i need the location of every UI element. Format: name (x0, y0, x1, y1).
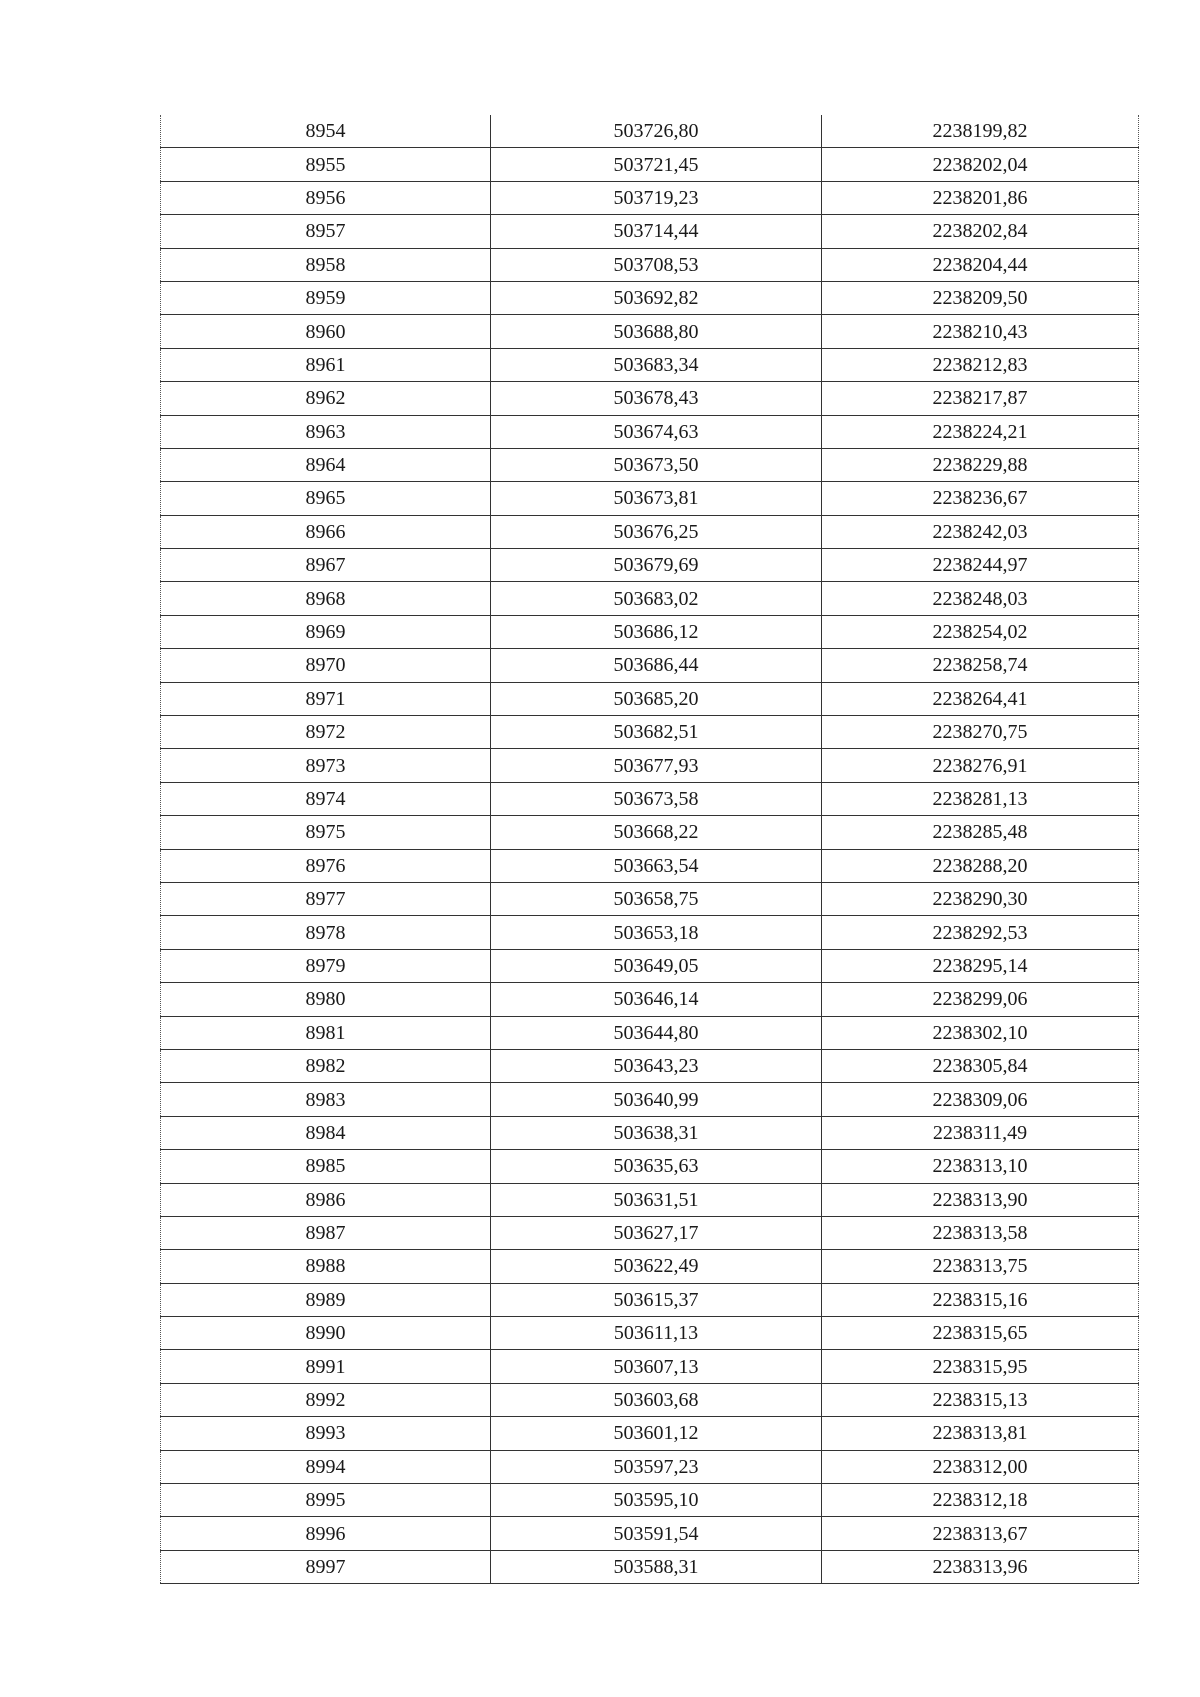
point-number-cell: 8988 (161, 1250, 491, 1283)
table-row (161, 1216, 1139, 1249)
point-number-cell: 8993 (161, 1417, 491, 1450)
y-coordinate-cell: 2238202,04 (822, 148, 1139, 181)
y-coordinate-cell: 2238210,43 (822, 315, 1139, 348)
point-number-cell: 8956 (161, 181, 491, 214)
point-number-cell: 8977 (161, 882, 491, 915)
y-coordinate-cell: 2238202,84 (822, 215, 1139, 248)
point-number-cell: 8957 (161, 215, 491, 248)
x-coordinate-cell: 503679,69 (491, 549, 822, 582)
y-coordinate-cell: 2238258,74 (822, 649, 1139, 682)
point-number-cell: 8954 (161, 115, 491, 148)
y-coordinate-cell: 2238201,86 (822, 181, 1139, 214)
x-coordinate-cell: 503692,82 (491, 281, 822, 314)
x-coordinate-cell: 503658,75 (491, 882, 822, 915)
y-coordinate-cell: 2238309,06 (822, 1083, 1139, 1116)
y-coordinate-cell: 2238313,96 (822, 1550, 1139, 1583)
x-coordinate-cell: 503638,31 (491, 1116, 822, 1149)
table-row (161, 1350, 1139, 1383)
table-row (161, 816, 1139, 849)
table-row (161, 448, 1139, 481)
table-row (161, 1484, 1139, 1517)
point-number-cell: 8980 (161, 983, 491, 1016)
y-coordinate-cell: 2238285,48 (822, 816, 1139, 849)
x-coordinate-cell: 503683,34 (491, 348, 822, 381)
x-coordinate-cell: 503588,31 (491, 1550, 822, 1583)
table-row (161, 1517, 1139, 1550)
y-coordinate-cell: 2238311,49 (822, 1116, 1139, 1149)
x-coordinate-cell: 503714,44 (491, 215, 822, 248)
table-row (161, 1183, 1139, 1216)
coordinates-table (160, 115, 1139, 1584)
point-number-cell: 8955 (161, 148, 491, 181)
table-row (161, 649, 1139, 682)
point-number-cell: 8965 (161, 482, 491, 515)
x-coordinate-cell: 503627,17 (491, 1216, 822, 1249)
x-coordinate-cell: 503721,45 (491, 148, 822, 181)
point-number-cell: 8972 (161, 716, 491, 749)
point-number-cell: 8960 (161, 315, 491, 348)
x-coordinate-cell: 503677,93 (491, 749, 822, 782)
point-number-cell: 8997 (161, 1550, 491, 1583)
table-row (161, 1083, 1139, 1116)
y-coordinate-cell: 2238305,84 (822, 1049, 1139, 1082)
table-row (161, 1150, 1139, 1183)
point-number-cell: 8962 (161, 382, 491, 415)
point-number-cell: 8958 (161, 248, 491, 281)
table-row (161, 248, 1139, 281)
x-coordinate-cell: 503591,54 (491, 1517, 822, 1550)
table-row (161, 1550, 1139, 1583)
point-number-cell: 8992 (161, 1383, 491, 1416)
x-coordinate-cell: 503688,80 (491, 315, 822, 348)
table-row (161, 949, 1139, 982)
x-coordinate-cell: 503622,49 (491, 1250, 822, 1283)
table-row (161, 615, 1139, 648)
table-row (161, 148, 1139, 181)
point-number-cell: 8985 (161, 1150, 491, 1183)
table-row (161, 115, 1139, 148)
x-coordinate-cell: 503595,10 (491, 1484, 822, 1517)
x-coordinate-cell: 503631,51 (491, 1183, 822, 1216)
y-coordinate-cell: 2238217,87 (822, 382, 1139, 415)
table-row (161, 482, 1139, 515)
x-coordinate-cell: 503683,02 (491, 582, 822, 615)
x-coordinate-cell: 503674,63 (491, 415, 822, 448)
x-coordinate-cell: 503611,13 (491, 1317, 822, 1350)
point-number-cell: 8994 (161, 1450, 491, 1483)
coordinates-table-body (161, 115, 1139, 1584)
table-row (161, 515, 1139, 548)
table-row (161, 782, 1139, 815)
y-coordinate-cell: 2238254,02 (822, 615, 1139, 648)
y-coordinate-cell: 2238315,95 (822, 1350, 1139, 1383)
table-row (161, 582, 1139, 615)
table-row (161, 181, 1139, 214)
table-row (161, 315, 1139, 348)
table-row (161, 348, 1139, 381)
y-coordinate-cell: 2238199,82 (822, 115, 1139, 148)
x-coordinate-cell: 503653,18 (491, 916, 822, 949)
point-number-cell: 8982 (161, 1049, 491, 1082)
x-coordinate-cell: 503615,37 (491, 1283, 822, 1316)
y-coordinate-cell: 2238313,58 (822, 1216, 1139, 1249)
y-coordinate-cell: 2238248,03 (822, 582, 1139, 615)
y-coordinate-cell: 2238242,03 (822, 515, 1139, 548)
point-number-cell: 8984 (161, 1116, 491, 1149)
x-coordinate-cell: 503686,12 (491, 615, 822, 648)
y-coordinate-cell: 2238229,88 (822, 448, 1139, 481)
table-row (161, 1283, 1139, 1316)
y-coordinate-cell: 2238315,16 (822, 1283, 1139, 1316)
point-number-cell: 8969 (161, 615, 491, 648)
point-number-cell: 8987 (161, 1216, 491, 1249)
y-coordinate-cell: 2238312,00 (822, 1450, 1139, 1483)
x-coordinate-cell: 503668,22 (491, 816, 822, 849)
y-coordinate-cell: 2238204,44 (822, 248, 1139, 281)
point-number-cell: 8975 (161, 816, 491, 849)
y-coordinate-cell: 2238209,50 (822, 281, 1139, 314)
y-coordinate-cell: 2238270,75 (822, 716, 1139, 749)
x-coordinate-cell: 503673,50 (491, 448, 822, 481)
point-number-cell: 8989 (161, 1283, 491, 1316)
point-number-cell: 8967 (161, 549, 491, 582)
x-coordinate-cell: 503685,20 (491, 682, 822, 715)
y-coordinate-cell: 2238264,41 (822, 682, 1139, 715)
table-row (161, 916, 1139, 949)
x-coordinate-cell: 503676,25 (491, 515, 822, 548)
y-coordinate-cell: 2238312,18 (822, 1484, 1139, 1517)
point-number-cell: 8959 (161, 281, 491, 314)
table-row (161, 849, 1139, 882)
y-coordinate-cell: 2238315,65 (822, 1317, 1139, 1350)
y-coordinate-cell: 2238313,67 (822, 1517, 1139, 1550)
x-coordinate-cell: 503601,12 (491, 1417, 822, 1450)
point-number-cell: 8970 (161, 649, 491, 682)
y-coordinate-cell: 2238292,53 (822, 916, 1139, 949)
x-coordinate-cell: 503678,43 (491, 382, 822, 415)
y-coordinate-cell: 2238212,83 (822, 348, 1139, 381)
y-coordinate-cell: 2238281,13 (822, 782, 1139, 815)
table-row (161, 1450, 1139, 1483)
point-number-cell: 8971 (161, 682, 491, 715)
table-row (161, 1250, 1139, 1283)
point-number-cell: 8979 (161, 949, 491, 982)
point-number-cell: 8996 (161, 1517, 491, 1550)
x-coordinate-cell: 503646,14 (491, 983, 822, 1016)
point-number-cell: 8976 (161, 849, 491, 882)
point-number-cell: 8963 (161, 415, 491, 448)
x-coordinate-cell: 503643,23 (491, 1049, 822, 1082)
x-coordinate-cell: 503635,63 (491, 1150, 822, 1183)
point-number-cell: 8964 (161, 448, 491, 481)
y-coordinate-cell: 2238313,75 (822, 1250, 1139, 1283)
x-coordinate-cell: 503640,99 (491, 1083, 822, 1116)
table-row (161, 983, 1139, 1016)
point-number-cell: 8981 (161, 1016, 491, 1049)
point-number-cell: 8974 (161, 782, 491, 815)
x-coordinate-cell: 503603,68 (491, 1383, 822, 1416)
table-row (161, 549, 1139, 582)
table-row (161, 882, 1139, 915)
y-coordinate-cell: 2238290,30 (822, 882, 1139, 915)
y-coordinate-cell: 2238276,91 (822, 749, 1139, 782)
point-number-cell: 8978 (161, 916, 491, 949)
table-row (161, 1116, 1139, 1149)
x-coordinate-cell: 503726,80 (491, 115, 822, 148)
y-coordinate-cell: 2238295,14 (822, 949, 1139, 982)
point-number-cell: 8995 (161, 1484, 491, 1517)
y-coordinate-cell: 2238313,81 (822, 1417, 1139, 1450)
x-coordinate-cell: 503708,53 (491, 248, 822, 281)
table-row (161, 749, 1139, 782)
y-coordinate-cell: 2238224,21 (822, 415, 1139, 448)
point-number-cell: 8983 (161, 1083, 491, 1116)
point-number-cell: 8991 (161, 1350, 491, 1383)
x-coordinate-cell: 503682,51 (491, 716, 822, 749)
point-number-cell: 8961 (161, 348, 491, 381)
x-coordinate-cell: 503607,13 (491, 1350, 822, 1383)
table-row (161, 415, 1139, 448)
table-row (161, 682, 1139, 715)
y-coordinate-cell: 2238244,97 (822, 549, 1139, 582)
table-row (161, 215, 1139, 248)
document-page (160, 115, 1138, 1584)
y-coordinate-cell: 2238299,06 (822, 983, 1139, 1016)
table-row (161, 716, 1139, 749)
y-coordinate-cell: 2238236,67 (822, 482, 1139, 515)
table-row (161, 1317, 1139, 1350)
point-number-cell: 8990 (161, 1317, 491, 1350)
point-number-cell: 8986 (161, 1183, 491, 1216)
y-coordinate-cell: 2238315,13 (822, 1383, 1139, 1416)
y-coordinate-cell: 2238313,90 (822, 1183, 1139, 1216)
point-number-cell: 8966 (161, 515, 491, 548)
x-coordinate-cell: 503719,23 (491, 181, 822, 214)
x-coordinate-cell: 503673,81 (491, 482, 822, 515)
table-row (161, 382, 1139, 415)
point-number-cell: 8973 (161, 749, 491, 782)
x-coordinate-cell: 503649,05 (491, 949, 822, 982)
table-row (161, 1417, 1139, 1450)
point-number-cell: 8968 (161, 582, 491, 615)
table-row (161, 281, 1139, 314)
table-row (161, 1049, 1139, 1082)
x-coordinate-cell: 503597,23 (491, 1450, 822, 1483)
table-row (161, 1383, 1139, 1416)
y-coordinate-cell: 2238313,10 (822, 1150, 1139, 1183)
table-row (161, 1016, 1139, 1049)
x-coordinate-cell: 503686,44 (491, 649, 822, 682)
y-coordinate-cell: 2238288,20 (822, 849, 1139, 882)
x-coordinate-cell: 503644,80 (491, 1016, 822, 1049)
y-coordinate-cell: 2238302,10 (822, 1016, 1139, 1049)
x-coordinate-cell: 503663,54 (491, 849, 822, 882)
x-coordinate-cell: 503673,58 (491, 782, 822, 815)
